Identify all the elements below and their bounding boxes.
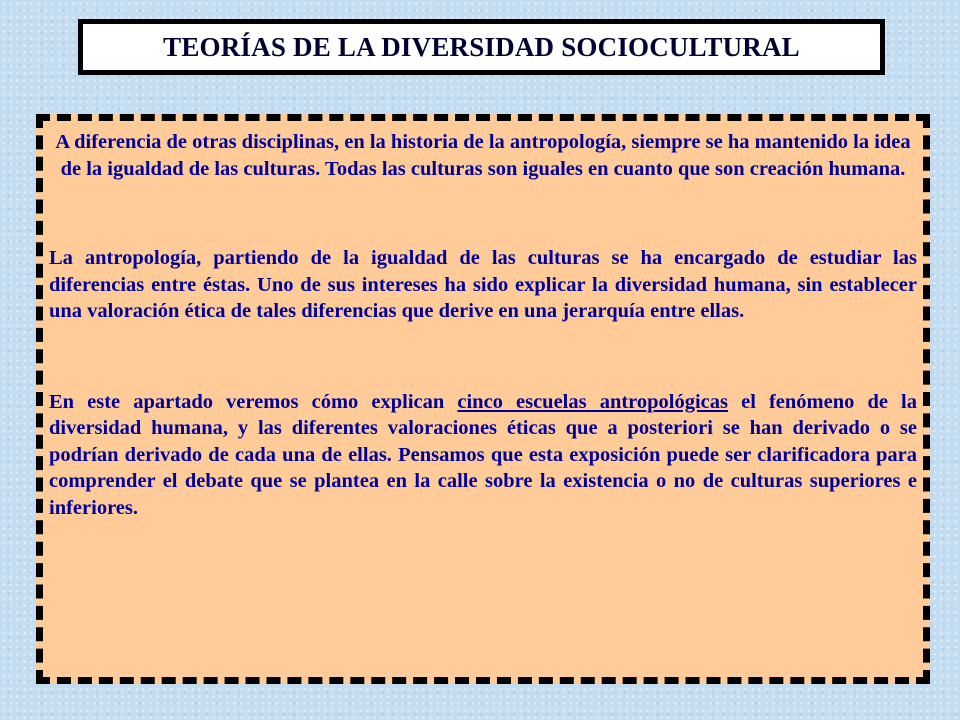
paragraph-intro: A diferencia de otras disciplinas, en la historia de la antropología, siempre se ha mantenido la idea de la igualdad de las culturas. Todas las culturas son iguales en cuanto que son creación humana. — [55, 131, 911, 180]
paragraph-anthropology: La antropología, partiendo de la igualdad de las culturas se ha encargado de estudiar las diferencias entre éstas. Uno de sus intereses ha sido explicar la diversidad humana, sin establecer una valoración ética de tales diferencias que derive en una jerarquía entre ellas. — [49, 247, 917, 322]
schools-link-text: cinco escuelas antropológicas — [457, 390, 729, 413]
title-box — [78, 19, 885, 75]
content-box — [36, 114, 930, 684]
paragraph-schools-before: En este apartado veremos cómo explican — [49, 390, 458, 413]
paragraph-schools — [49, 389, 917, 522]
paragraph-schools-after: el fenómeno de la diversidad humana, y las diferentes valoraciones éticas que a posteriori se han derivado o se podrían derivado de cada una de ellas. Pensamos que esta exposición puede ser clarificadora para comprender el debate que se plantea en la calle sobre la existencia o no de culturas superiores e inferiores. — [49, 390, 917, 519]
slide-title: TEORÍAS DE LA DIVERSIDAD SOCIOCULTURAL — [163, 31, 800, 62]
